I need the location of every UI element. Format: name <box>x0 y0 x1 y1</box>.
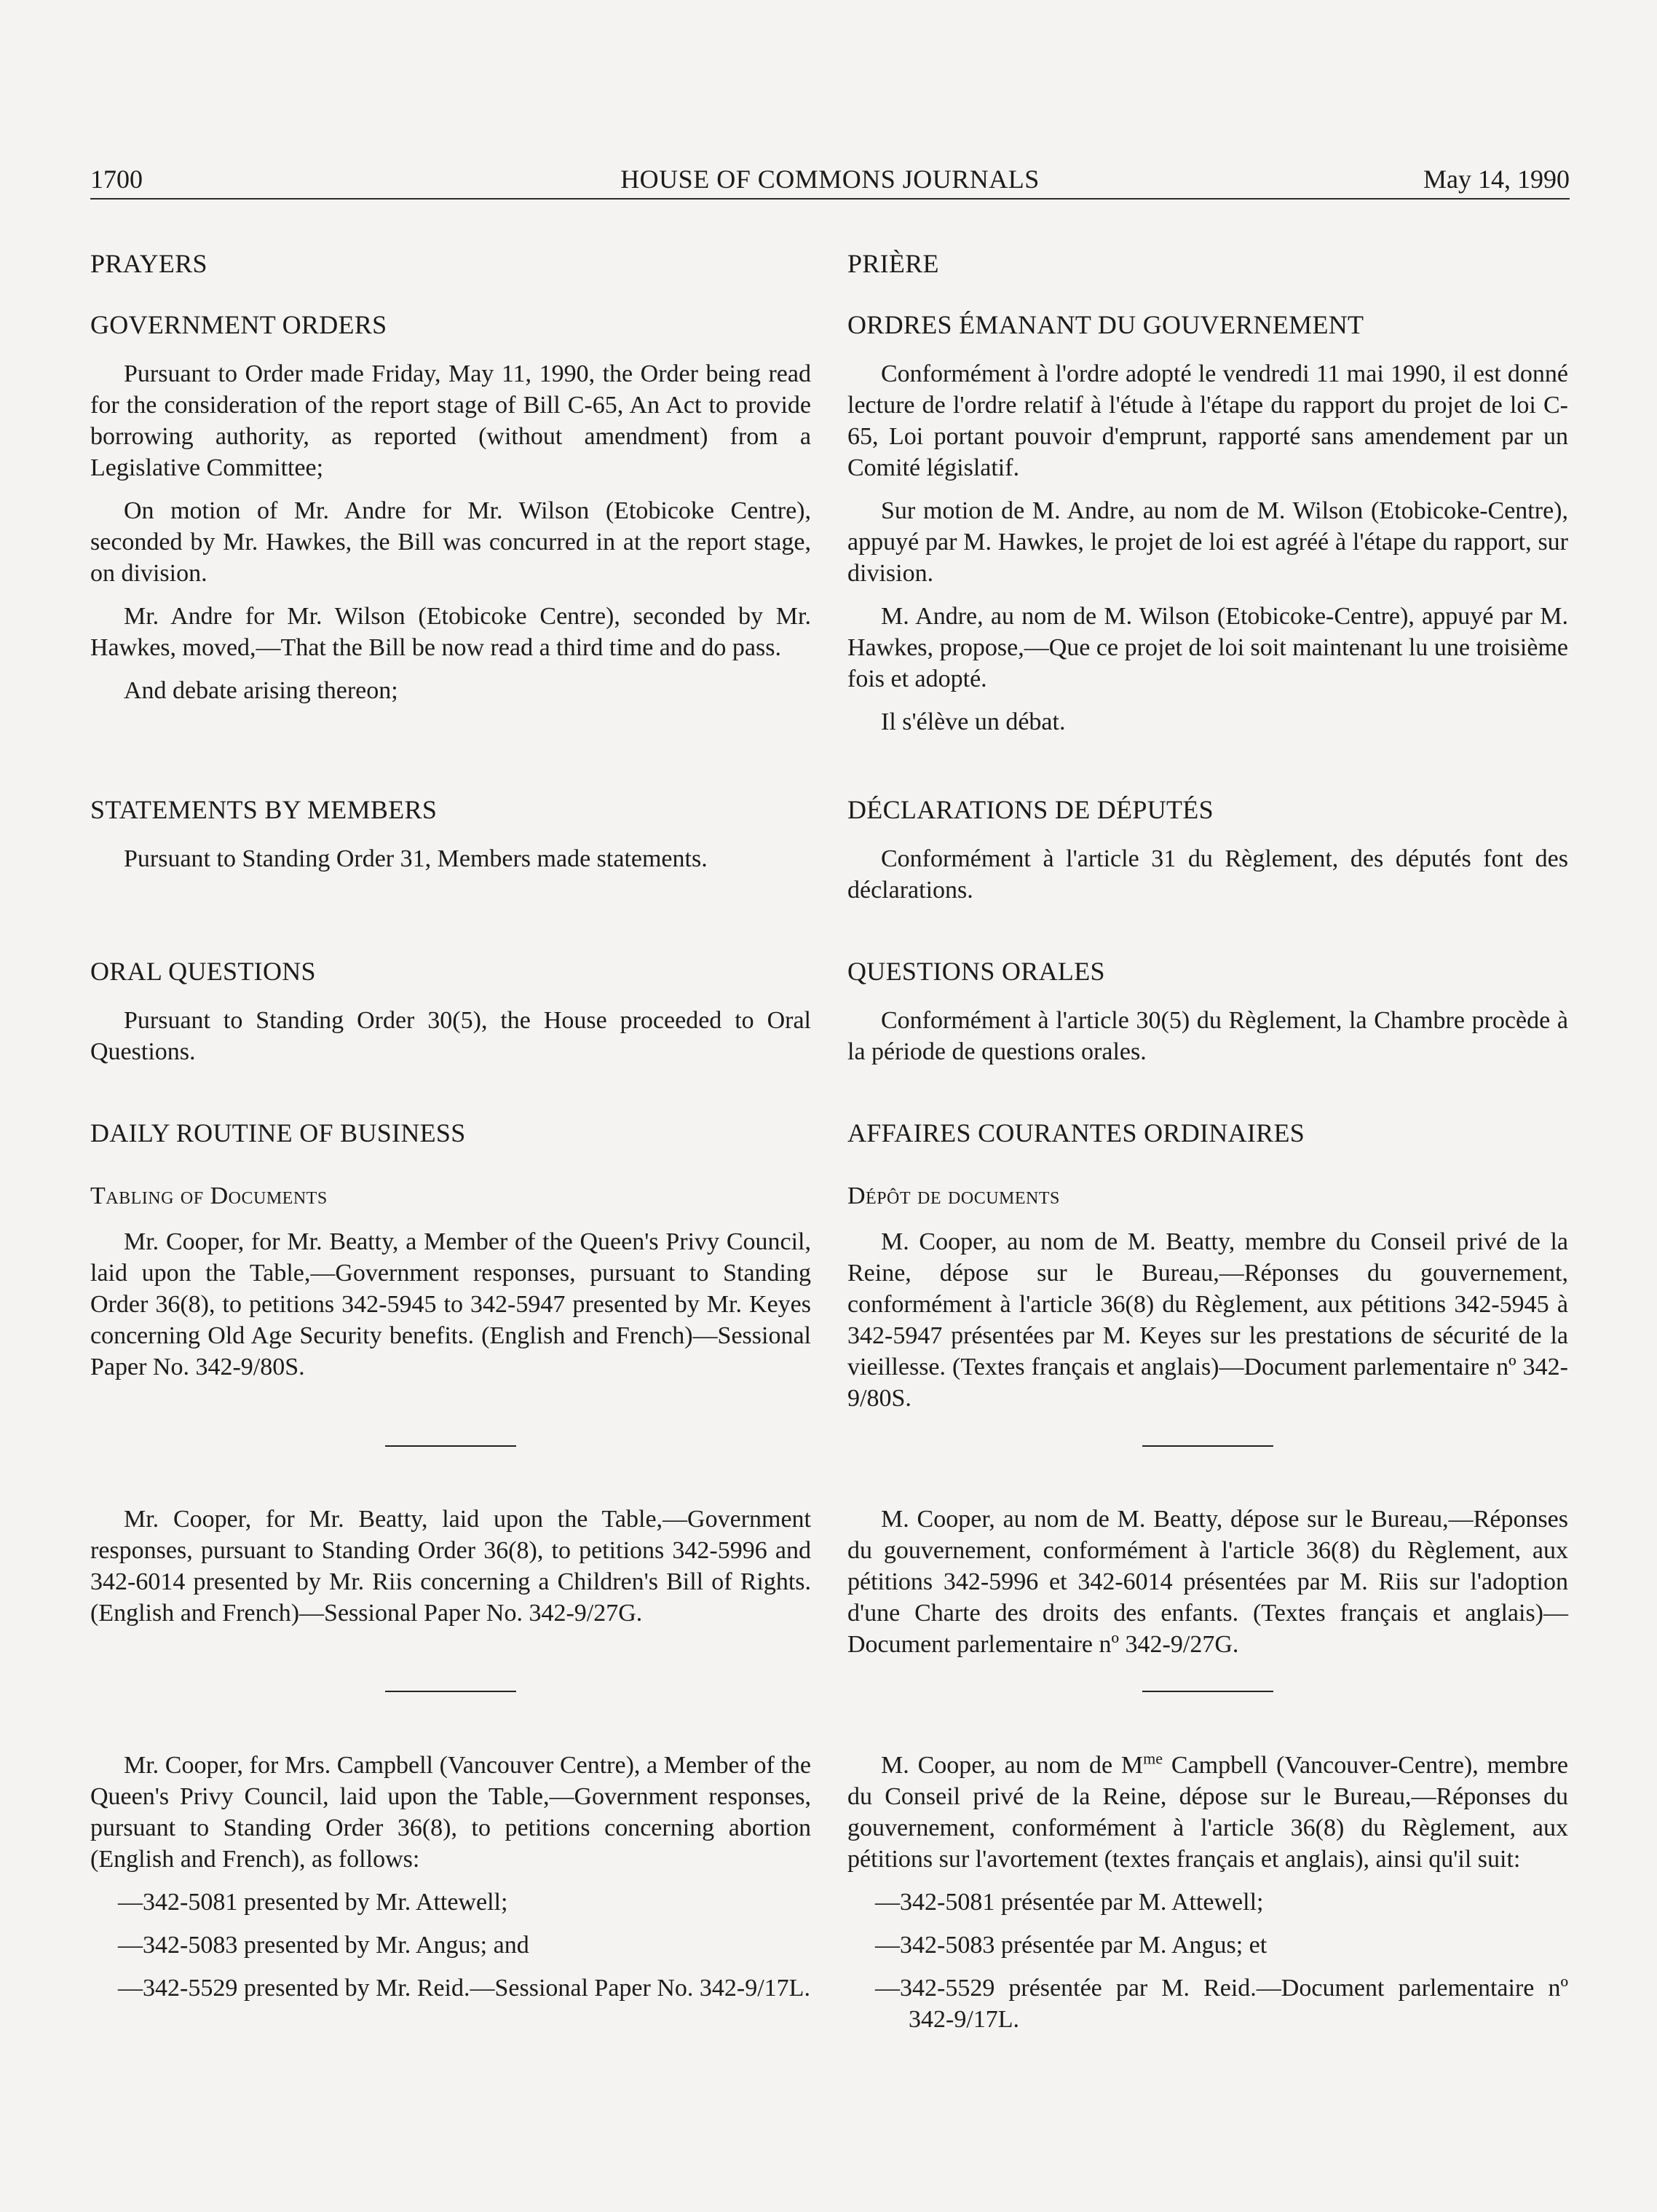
depot-entry-3 <box>847 1750 1568 2047</box>
paragraph: Conformément à l'ordre adopté le vendredi 11 mai 1990, il est donné lecture de l'ordre relatif à l'étude à l'étape du rapport du projet de loi C-65, Loi portant pouvoir d'emprunt, rapporté sans amendement par un Comité législatif. <box>847 360 1568 481</box>
statements-section <box>90 794 811 886</box>
questions-orales-heading: QUESTIONS ORALES <box>847 957 1105 986</box>
paragraph <box>847 1750 1568 1875</box>
oral-questions-heading: ORAL QUESTIONS <box>90 957 316 986</box>
daily-routine-section <box>90 1117 811 1394</box>
ordres-heading: ORDRES ÉMANANT DU GOUVERNEMENT <box>847 310 1364 339</box>
paragraph: Sur motion de M. Andre, au nom de M. Wilson (Etobicoke-Centre), appuyé par M. Hawkes, le projet de loi est agréé à l'étape du rapport, sur division. <box>847 497 1568 587</box>
questions-orales-section <box>847 955 1568 1079</box>
superscript: me <box>1143 1749 1163 1768</box>
paragraph: M. Cooper, au nom de M. Beatty, membre du Conseil privé de la Reine, dépose sur le Bureau,—Réponses du gouvernement, conformément à l'article 36(8) du Règlement, aux pétitions 342-5945 à 342-5947 présentées par M. Keyes sur les prestations de sécurité de la vieillesse. (Textes français et anglais)—Document parlementaire nº 342-9/80S. <box>847 1228 1568 1412</box>
paragraph: Mr. Cooper, for Mrs. Campbell (Vancouver Centre), a Member of the Queen's Privy Council, laid upon the Table,—Government responses, pursuant to Standing Order 36(8), to petitions concerning abortion (English and French), as follows: <box>90 1752 811 1873</box>
statements-heading: STATEMENTS BY MEMBERS <box>90 795 438 824</box>
journal-page <box>90 160 1570 2033</box>
text-fragment: Campbell (Vancouver-Centre), membre du Conseil privé de la Reine, dépose sur le Bureau,—Réponses du gouvernement, conformément à l'article 36(8) du Règlement, aux pétitions sur l'avortement (textes français et anglais), ainsi qu'il suit: <box>847 1752 1569 1873</box>
prayers-section <box>90 248 811 297</box>
paragraph: And debate arising thereon; <box>124 677 398 704</box>
page-number: 1700 <box>90 165 143 194</box>
daily-routine-heading: DAILY ROUTINE OF BUSINESS <box>90 1118 466 1148</box>
ordres-section <box>847 309 1568 749</box>
priere-heading: PRIÈRE <box>847 249 939 278</box>
journal-date: May 14, 1990 <box>1423 165 1570 194</box>
paragraph: On motion of Mr. Andre for Mr. Wilson (Etobicoke Centre), seconded by Mr. Hawkes, the Bill was concurred in at the report stage, on division. <box>90 497 811 587</box>
separator <box>90 1445 811 1447</box>
declarations-section <box>847 794 1568 917</box>
running-head <box>90 160 1570 200</box>
list-item: —342-5083 presented by Mr. Angus; and <box>118 1932 529 1959</box>
paragraph: M. Andre, au nom de M. Wilson (Etobicoke-Centre), appuyé par M. Hawkes, propose,—Que ce projet de loi soit maintenant lu une troisième fois et adopté. <box>847 603 1568 692</box>
paragraph: Mr. Cooper, for Mr. Beatty, laid upon the Table,—Government responses, pursuant to Standing Order 36(8), to petitions 342-5996 and 342-6014 presented by Mr. Riis concerning a Children's Bill of Rights. (English and French)—Sessional Paper No. 342-9/27G. <box>90 1506 811 1627</box>
list-item: —342-5081 présentée par M. Attewell; <box>875 1889 1264 1916</box>
text-fragment: M. Cooper, au nom de M <box>881 1752 1144 1779</box>
journal-title: HOUSE OF COMMONS JOURNALS <box>620 165 1040 194</box>
prayers-heading: PRAYERS <box>90 249 207 278</box>
affaires-courantes-heading: AFFAIRES COURANTES ORDINAIRES <box>847 1118 1305 1148</box>
declarations-heading: DÉCLARATIONS DE DÉPUTÉS <box>847 795 1214 824</box>
separator <box>847 1691 1568 1692</box>
paragraph: Conformément à l'article 31 du Règlement, des députés font des déclarations. <box>847 845 1568 904</box>
paragraph: Conformément à l'article 30(5) du Règlement, la Chambre procède à la période de questions orales. <box>847 1007 1568 1065</box>
paragraph: Pursuant to Standing Order 30(5), the House proceeded to Oral Questions. <box>90 1007 811 1065</box>
depot-subheading: Dépôt de documents <box>847 1182 1060 1209</box>
separator <box>90 1691 811 1692</box>
paragraph: Pursuant to Order made Friday, May 11, 1990, the Order being read for the consideration of the report stage of Bill C-65, An Act to provide borrowing authority, as reported (without amendment) from a Legislative Committee; <box>90 360 811 481</box>
government-orders-section <box>90 309 811 718</box>
paragraph: Pursuant to Standing Order 31, Members made statements. <box>124 845 708 872</box>
affaires-courantes-section <box>847 1117 1568 1426</box>
tabling-entry-2 <box>90 1504 811 1640</box>
tabling-subheading: Tabling of Documents <box>90 1182 328 1209</box>
oral-questions-section <box>90 955 811 1079</box>
paragraph: Il s'élève un débat. <box>881 708 1066 735</box>
depot-entry-2 <box>847 1504 1568 1672</box>
paragraph: Mr. Andre for Mr. Wilson (Etobicoke Centre), seconded by Mr. Hawkes, moved,—That the Bill be now read a third time and do pass. <box>90 603 811 661</box>
tabling-entry-3 <box>90 1750 811 2015</box>
list-item: —342-5081 presented by Mr. Attewell; <box>118 1889 508 1916</box>
list-item: —342-5529 presented by Mr. Reid.—Sessional Paper No. 342-9/17L. <box>118 1975 810 2002</box>
separator <box>847 1445 1568 1447</box>
paragraph: Mr. Cooper, for Mr. Beatty, a Member of the Queen's Privy Council, laid upon the Table,—Government responses, pursuant to Standing Order 36(8), to petitions 342-5945 to 342-5947 presented by Mr. Keyes concerning Old Age Security benefits. (English and French)—Sessional Paper No. 342-9/80S. <box>90 1228 811 1380</box>
priere-section <box>847 248 1568 297</box>
government-orders-heading: GOVERNMENT ORDERS <box>90 310 387 339</box>
list-item: —342-5529 présentée par M. Reid.—Document parlementaire nº 342-9/17L. <box>875 1975 1568 2033</box>
list-item: —342-5083 présentée par M. Angus; et <box>875 1932 1268 1959</box>
paragraph: M. Cooper, au nom de M. Beatty, dépose sur le Bureau,—Réponses du gouvernement, conformément à l'article 36(8) du Règlement, aux pétitions 342-5996 et 342-6014 présentées par M. Riis sur l'adoption d'une Charte des droits des enfants. (Textes français et anglais)—Document parlementaire nº 342-9/27G. <box>847 1506 1568 1658</box>
